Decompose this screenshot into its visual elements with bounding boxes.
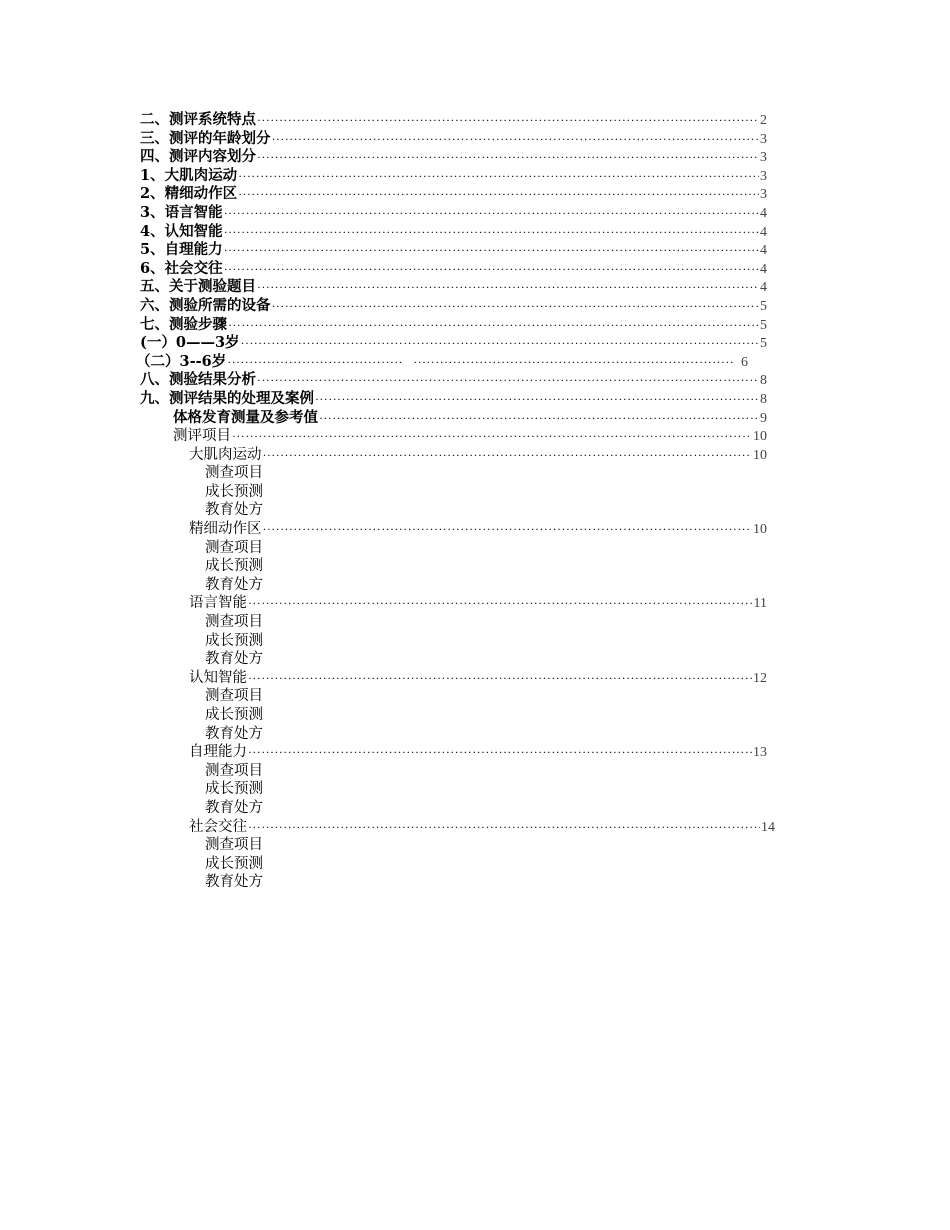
- dot-leader: [224, 260, 759, 279]
- toc-entry-label: 4、认知智能: [140, 222, 223, 240]
- toc-entry-label: 四、测评内容划分: [140, 148, 256, 166]
- toc-entry-label: 二、测评系统特点: [140, 111, 256, 128]
- toc-entry[interactable]: [0, 278, 950, 297]
- toc-entry-label: 教育处方: [205, 651, 263, 668]
- toc-entry-label: 大肌肉运动: [189, 446, 262, 463]
- toc-entry[interactable]: [0, 687, 950, 706]
- toc-entry-label: 教育处方: [205, 874, 263, 891]
- toc-entry-label: 体格发育测量及参考值: [173, 408, 318, 426]
- toc-page-number: 12: [753, 670, 767, 686]
- toc-entry[interactable]: [0, 223, 950, 242]
- toc-entry-label: 社会交往: [189, 818, 247, 835]
- toc-entry[interactable]: [0, 409, 950, 428]
- toc-page-number: 8: [760, 373, 767, 389]
- dot-leader: [248, 669, 752, 688]
- toc-entry[interactable]: [0, 390, 950, 409]
- toc-entry-label: 6、社会交往: [140, 259, 223, 277]
- toc-entry-label: 教育处方: [205, 799, 263, 816]
- toc-entry[interactable]: [0, 130, 950, 149]
- toc-page-number: 3: [760, 131, 767, 147]
- table-of-contents: [0, 111, 950, 892]
- toc-page-number: 3: [760, 168, 767, 184]
- toc-entry[interactable]: [0, 650, 950, 669]
- toc-page-number: 5: [760, 317, 767, 333]
- toc-entry[interactable]: [0, 743, 950, 762]
- dot-leader: [263, 446, 753, 465]
- toc-page-number: 14: [761, 819, 775, 835]
- toc-entry-label: 成长预测: [205, 632, 263, 649]
- toc-entry[interactable]: [0, 855, 950, 874]
- dot-leader: [238, 167, 759, 186]
- dot-leader: [413, 353, 733, 372]
- toc-page-number: 4: [760, 205, 767, 221]
- toc-entry-label: 五、关于测验题目: [140, 278, 256, 296]
- toc-entry[interactable]: [0, 706, 950, 725]
- toc-entry-label: 八、测验结果分析: [140, 371, 256, 389]
- toc-entry-label: 测查项目: [205, 762, 263, 779]
- dot-leader: [232, 427, 752, 446]
- toc-entry-label: 精细动作区: [189, 521, 262, 538]
- toc-entry-label: 教育处方: [205, 725, 263, 742]
- toc-page-number: 2: [760, 113, 767, 128]
- toc-entry[interactable]: [0, 594, 950, 613]
- toc-entry[interactable]: [0, 297, 950, 316]
- toc-entry-label: 测查项目: [205, 614, 263, 631]
- toc-page-number: 5: [760, 298, 767, 314]
- dot-leader: [272, 297, 760, 316]
- toc-entry-label: 测评项目: [173, 428, 231, 445]
- toc-page-number: 3: [760, 187, 767, 203]
- dot-leader: [248, 818, 760, 837]
- toc-entry-label: 成长预测: [205, 855, 263, 872]
- toc-entry-label: 教育处方: [205, 576, 263, 593]
- toc-page-number: 3: [760, 150, 767, 166]
- toc-entry[interactable]: [0, 501, 950, 520]
- toc-page-number: 10: [753, 429, 767, 445]
- toc-entry-label: 3、语言智能: [140, 203, 223, 221]
- dot-leader: [257, 111, 759, 130]
- dot-leader: [257, 148, 759, 167]
- toc-entry[interactable]: [0, 557, 950, 576]
- toc-entry[interactable]: [0, 725, 950, 744]
- dot-leader: [315, 390, 759, 409]
- toc-entry-label: 九、测评结果的处理及案例: [140, 389, 314, 407]
- toc-entry[interactable]: [0, 167, 950, 186]
- dot-leader: [227, 353, 403, 372]
- toc-entry[interactable]: [0, 371, 950, 390]
- toc-entry[interactable]: [0, 260, 950, 279]
- dot-leader: [272, 130, 760, 149]
- toc-entry-label: 成长预测: [205, 707, 263, 723]
- toc-entry[interactable]: [0, 446, 950, 465]
- toc-entry-label: 测查项目: [205, 837, 263, 854]
- toc-entry[interactable]: [0, 613, 950, 632]
- toc-page-number: 13: [753, 745, 767, 761]
- toc-entry-label: 5、自理能力: [140, 241, 223, 259]
- toc-entry-label: 认知智能: [189, 669, 247, 686]
- toc-entry[interactable]: [0, 836, 950, 855]
- toc-entry[interactable]: [0, 483, 950, 502]
- toc-entry[interactable]: [0, 669, 950, 688]
- toc-page-number: 10: [753, 447, 767, 463]
- toc-entry-label: 七、测验步骤: [140, 315, 227, 333]
- dot-leader: [263, 520, 753, 539]
- toc-entry[interactable]: [0, 334, 950, 353]
- toc-entry[interactable]: [0, 111, 950, 130]
- toc-entry-label: 测查项目: [205, 539, 263, 556]
- dot-leader: [238, 185, 759, 204]
- toc-page-number: 8: [760, 391, 767, 407]
- toc-entry[interactable]: [0, 241, 950, 260]
- toc-entry[interactable]: [0, 204, 950, 223]
- toc-entry[interactable]: [0, 148, 950, 167]
- toc-page-number: 10: [753, 522, 767, 538]
- dot-leader: [224, 241, 759, 260]
- toc-entry-label: 成长预测: [205, 558, 263, 575]
- toc-entry[interactable]: [0, 353, 950, 372]
- dot-leader: [248, 743, 752, 762]
- toc-page-number: 5: [760, 336, 767, 352]
- toc-page-number: 4: [760, 243, 767, 259]
- toc-entry-label: 六、测验所需的设备: [140, 296, 271, 314]
- toc-entry-label: 测查项目: [205, 465, 263, 482]
- toc-entry[interactable]: [0, 185, 950, 204]
- toc-entry[interactable]: [0, 427, 950, 446]
- toc-entry-label: （二）3--6岁: [136, 352, 227, 370]
- toc-entry[interactable]: [0, 576, 950, 595]
- toc-entry[interactable]: [0, 316, 950, 335]
- toc-entry[interactable]: [0, 873, 950, 892]
- toc-entry-label: 教育处方: [205, 502, 263, 519]
- toc-page-number: 9: [760, 410, 767, 426]
- toc-entry-label: (一）0——3岁: [140, 334, 240, 352]
- toc-entry[interactable]: [0, 464, 950, 483]
- toc-entry-label: 自理能力: [189, 744, 247, 761]
- dot-leader: [224, 204, 759, 223]
- toc-entry-label: 成长预测: [205, 781, 263, 798]
- dot-leader: [319, 409, 759, 428]
- toc-entry-label: 测查项目: [205, 688, 263, 705]
- dot-leader: [228, 316, 759, 335]
- toc-page-number: 4: [760, 224, 767, 240]
- dot-leader: [257, 278, 759, 297]
- toc-entry[interactable]: [0, 762, 950, 781]
- toc-entry[interactable]: [0, 799, 950, 818]
- dot-leader: [224, 223, 759, 242]
- toc-page-number: 11: [753, 596, 767, 612]
- toc-entry-label: 1、大肌肉运动: [140, 166, 238, 184]
- toc-entry[interactable]: [0, 539, 950, 558]
- toc-entry[interactable]: [0, 520, 950, 539]
- toc-entry[interactable]: [0, 632, 950, 651]
- toc-page-number: 4: [760, 261, 767, 277]
- toc-entry-label: 2、精细动作区: [140, 185, 238, 203]
- dot-leader: [248, 594, 753, 613]
- dot-leader: [241, 334, 759, 353]
- toc-page-number: 4: [760, 280, 767, 296]
- toc-entry[interactable]: [0, 780, 950, 799]
- toc-entry-label: 三、测评的年龄划分: [140, 129, 271, 147]
- toc-page-number: 6: [741, 354, 748, 370]
- dot-leader: [257, 371, 759, 390]
- toc-entry[interactable]: [0, 818, 950, 837]
- toc-entry-label: 语言智能: [189, 595, 247, 612]
- toc-entry-label: 成长预测: [205, 483, 263, 500]
